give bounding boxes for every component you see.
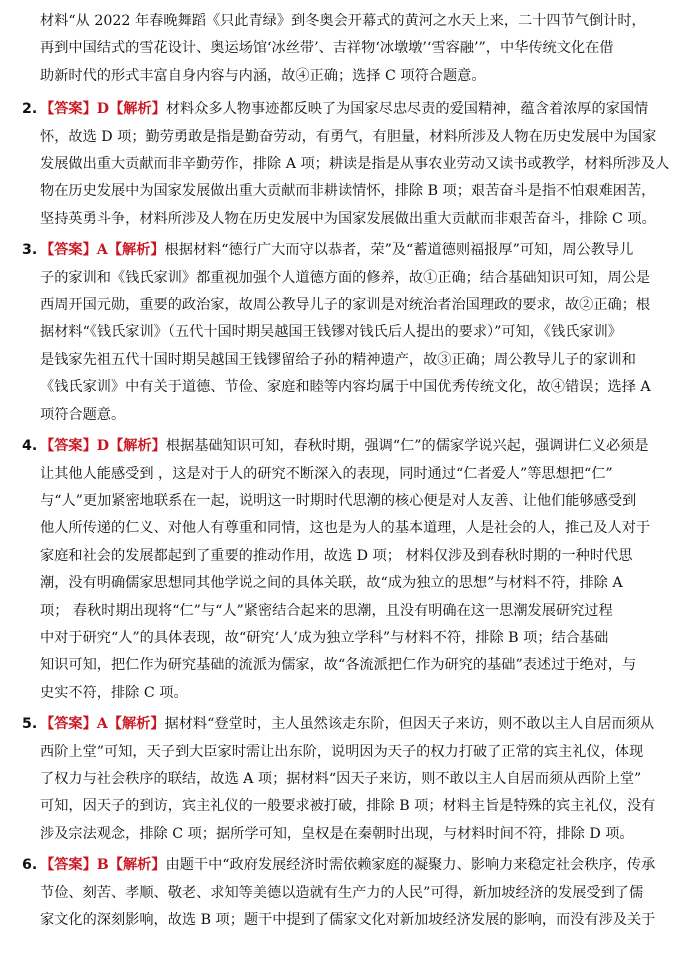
text-line: [40, 711, 678, 738]
text-line: 子的家训和《钱氏家训》都重视加强个人道德方面的修养，故①正确；结合基础知识可知，周公是: [40, 269, 651, 286]
text-line: 项符合题意。: [40, 406, 126, 423]
answer-letter: A: [96, 716, 108, 733]
analysis-label: 【解析】: [109, 101, 166, 118]
text-line: 发展做出重大贡献而非辛勤劳作，排除 A 项；耕读是指是从事农业劳动又读书或教学，材料所涉及人: [40, 156, 670, 173]
answer-label: 【答案】: [40, 242, 97, 259]
answer-label: 【答案】: [40, 101, 97, 118]
text-line: 家庭和社会的发展都起到了重要的推动作用，故选 D 项； 材料仅涉及到春秋时期的一种时代思: [40, 547, 633, 564]
text-line: 据材料“《钱氏家训》（五代十国时期吴越国王钱镠对钱氏后人提出的要求）”可知，《钱氏家训》: [40, 324, 622, 341]
question-number: 3.: [22, 242, 38, 259]
answer-label: 【答案】: [40, 438, 97, 455]
question-number: 2.: [22, 101, 38, 118]
text-line: [40, 433, 678, 460]
text-line: 助新时代的形式丰富自身内容与内涵，故④正确；选择 C 项符合题意。: [40, 67, 486, 84]
text-line: 让其他人能感受到 ，这是对于人的研究不断深入的表现，同时通过“仁者爱人”等思想把“仁”: [40, 465, 613, 482]
text-line: [40, 96, 678, 123]
text-line: 知识可知，把仁作为研究基础的流派为儒家，故“各流派把仁作为研究的基础”表述过于绝对，与: [40, 657, 637, 674]
text-line: 了权力与社会秩序的联结，故选 A 项；据材料“因天子来访，则不敢以主人自居而须从西阶上堂”: [40, 770, 642, 787]
intro-paragraph: [40, 8, 678, 90]
text-line: 与“人”更加紧密地联系在一起，说明这一时期时代思潮的核心便是对人友善、让他们能够感受到: [40, 492, 637, 509]
text-content: 据材料“登堂时，主人虽然该走东阶，但因天子来访，则不敢以主人自居而须从: [164, 716, 655, 733]
analysis-label: 【解析】: [108, 857, 166, 874]
text-line: 再到中国结式的雪花设计、奥运场馆‘冰丝带’、吉祥物‘冰墩墩’‘雪容融’”，中华传统文化在借: [40, 40, 614, 57]
text-line: 是钱家先祖五代十国时期吴越国王钱镠留给子孙的精神遗产，故③正确；周公教导儿子的家训和: [40, 351, 636, 368]
text-content: 由题干中“政府发展经济时需依赖家庭的凝聚力、影响力来稳定社会秩序，传承: [165, 857, 656, 874]
analysis-label: 【解析】: [107, 716, 165, 733]
analysis-label: 【解析】: [107, 242, 165, 259]
text-line: 中对于研究“人”的具体表现，故“研究‘人’成为独立学科”与材料不符，排除 B 项；结合基础: [40, 629, 609, 646]
text-line: 节俭、刻苦、孝顺、敬老、求知等美德以造就有生产力的人民”可得，新加坡经济的发展受到了儒: [40, 884, 644, 901]
analysis-label: 【解析】: [109, 438, 166, 455]
text-line: 材料“从 2022 年春晚舞蹈《只此青绿》到冬奥会开幕式的黄河之水天上来，二十四节气倒计时，: [40, 13, 646, 29]
answer-label: 【答案】: [40, 716, 97, 733]
question-item-4: [22, 433, 678, 707]
text-content: 根据基础知识可知，春秋时期，强调“仁”的儒家学说兴起，强调讲仁义必须是: [165, 438, 649, 455]
question-item-3: [22, 237, 678, 429]
question-item-6: [22, 852, 678, 934]
text-line: [40, 237, 678, 264]
question-number: 6.: [22, 857, 38, 874]
text-line: [40, 852, 678, 879]
text-line: 项； 春秋时期出现将“仁”与“人”紧密结合起来的思潮，且没有明确在这一思潮发展研究过程: [40, 602, 613, 619]
text-line: 坚持英勇斗争，材料所涉及人物在历史发展中为国家发展做出重大贡献而非艰苦奋斗，排除 C 项。: [40, 210, 656, 227]
text-line: 《钱氏家训》中有关于道德、节俭、家庭和睦等内容均属于中国优秀传统文化，故④错误；选择 A: [40, 379, 651, 396]
text-line: 他人所传递的仁义、对他人有尊重和同情，这也是为人的基本道理，人是社会的人，推己及人对于: [40, 520, 651, 537]
answer-label: 【答案】: [40, 857, 97, 874]
answer-letter: B: [96, 857, 109, 874]
text-line: 西周开国元勋，重要的政治家，故周公教导儿子的家训是对统治者治国理政的要求，故②正确；根: [40, 297, 651, 314]
question-number: 5.: [22, 716, 38, 733]
text-line: 西阶上堂”可知，天子到大臣家时需让出东阶，说明因为天子的权力打破了正常的宾主礼仪，体现: [40, 743, 644, 760]
text-line: 潮，没有明确儒家思想同其他学说之间的具体关联，故“成为独立的思想”与材料不符，排除 A: [40, 575, 623, 592]
text-line: 家文化的深刻影响，故选 B 项；题干中提到了儒家文化对新加坡经济发展的影响，而没有涉及关于: [40, 912, 656, 928]
question-number: 4.: [22, 438, 38, 455]
answer-letter: A: [96, 242, 108, 259]
answer-letter: D: [96, 101, 110, 118]
text-line: 怀，故选 D 项；勤劳勇敢是指是勤奋劳动，有勇气，有胆量，材料所涉及人物在历史发展中为国家: [40, 128, 657, 145]
text-content: 根据材料“德行广大而守以恭者，荣”及“蓄道德则福报厚”可知，周公教导儿: [164, 242, 634, 259]
text-line: 史实不符，排除 C 项。: [40, 684, 188, 701]
text-content: 材料众多人物事迹都反映了为国家尽忠尽责的爱国精神，蕴含着浓厚的家国情: [165, 101, 649, 118]
answer-letter: D: [96, 438, 110, 455]
text-line: 涉及宗法观念，排除 C 项；据所学可知，皇权是在秦朝时出现，与材料时间不符，排除 D 项。: [40, 825, 634, 842]
text-line: 物在历史发展中为国家发展做出重大贡献而非耕读情怀，排除 B 项；艰苦奋斗是指不怕艰难困苦，: [40, 183, 656, 200]
text-line: 可知，因天子的到访，宾主礼仪的一般要求被打破，排除 B 项；材料主旨是特殊的宾主礼仪，没有: [40, 798, 656, 815]
question-item-5: [22, 711, 678, 848]
question-item-2: [22, 96, 678, 233]
